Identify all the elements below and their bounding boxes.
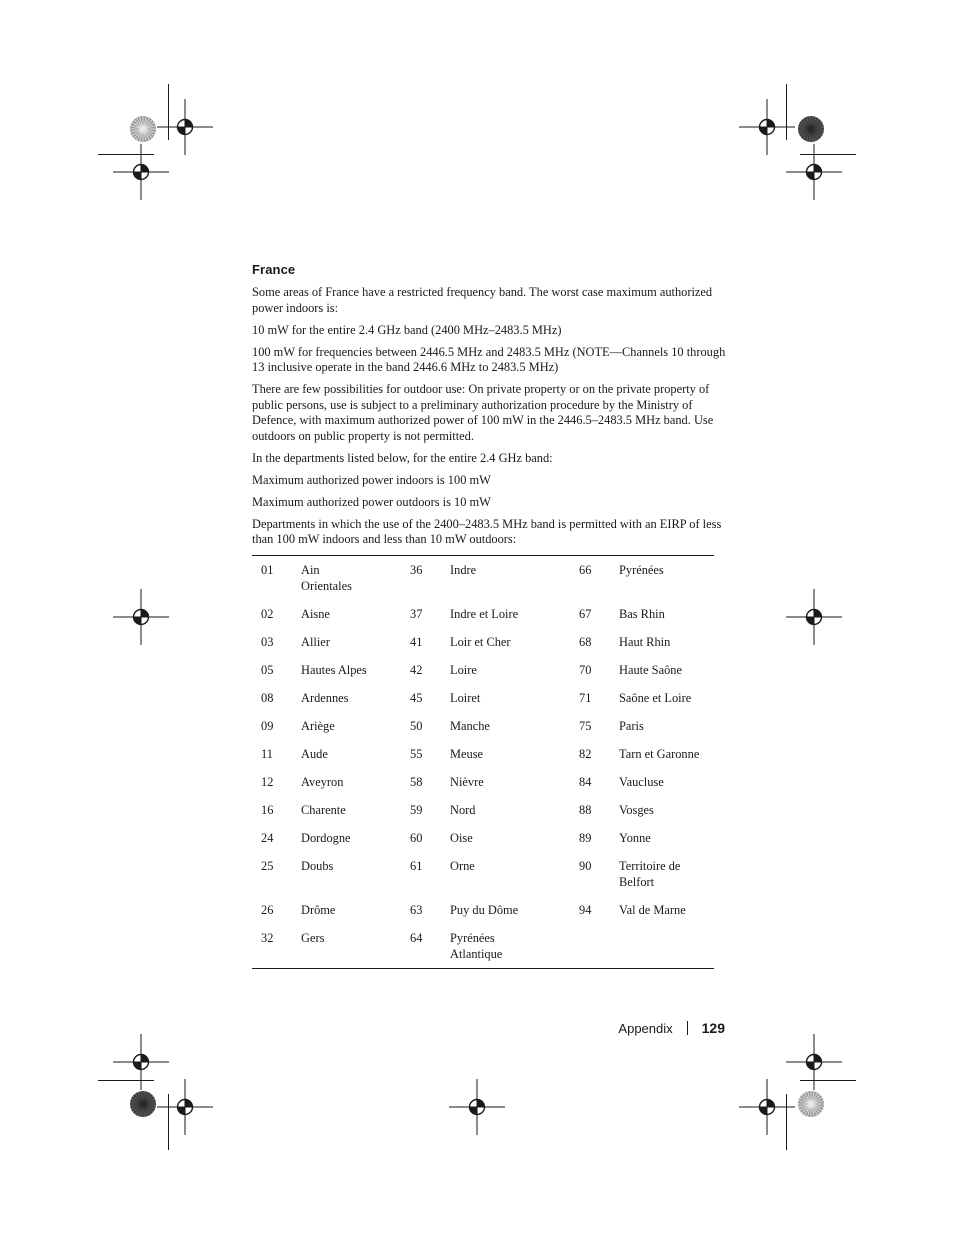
department-code: 70: [579, 663, 592, 677]
department-name: Puy du Dôme: [450, 903, 519, 917]
color-starburst-icon: [129, 115, 157, 143]
department-code: 55: [410, 747, 423, 761]
paragraph-outdoor-power: Maximum authorized power outdoors is 10 mW: [252, 494, 491, 509]
department-code: 67: [579, 607, 592, 621]
department-code: 90: [579, 859, 592, 873]
registration-crosshair-icon: [113, 589, 169, 645]
footer-section-label: Appendix: [618, 1020, 673, 1036]
department-code: [570, 924, 619, 968]
department-name: Pyrénées: [619, 563, 664, 577]
department-code: 63: [410, 903, 423, 917]
registration-crosshair-icon: [449, 1079, 505, 1135]
table-row: [252, 600, 714, 628]
department-name: Ardennes: [301, 691, 349, 705]
department-code: 32: [261, 931, 274, 945]
department-code: 11: [261, 747, 273, 761]
crop-line: [98, 1080, 154, 1081]
department-name: Oise: [450, 831, 473, 845]
department-code: 84: [579, 775, 592, 789]
department-name: Nord: [450, 803, 476, 817]
department-name: Gers: [301, 931, 325, 945]
department-name: Aisne: [301, 607, 330, 621]
department-code: 75: [579, 719, 592, 733]
department-code: 61: [410, 859, 423, 873]
table-row: [252, 556, 714, 600]
table-row: [252, 628, 714, 656]
registration-crosshair-icon: [786, 144, 842, 200]
department-code: 36: [410, 563, 423, 577]
department-code: 88: [579, 803, 592, 817]
department-code: 01: [261, 563, 274, 577]
paragraph-100mw: 100 mW for frequencies between 2446.5 MHz and 2483.5 MHz (NOTE—Channels 10 through 13 inclusive operate in the band 2446.6 MHz to 2483.5 MHz): [252, 344, 726, 374]
department-code: 26: [261, 903, 274, 917]
paragraph-indoor-power: Maximum authorized power indoors is 100 mW: [252, 472, 491, 487]
department-code: 41: [410, 635, 423, 649]
department-code: 25: [261, 859, 274, 873]
department-code: 89: [579, 831, 592, 845]
department-name: Charente: [301, 803, 346, 817]
department-name: Nièvre: [450, 775, 484, 789]
department-code: 12: [261, 775, 274, 789]
crop-line: [168, 84, 169, 140]
registration-crosshair-icon: [113, 144, 169, 200]
section-body: [252, 285, 727, 548]
department-code: 45: [410, 691, 423, 705]
department-name: Loir et Cher: [450, 635, 511, 649]
department-name: Aude: [301, 747, 328, 761]
table-row: [252, 740, 714, 768]
department-code: 59: [410, 803, 423, 817]
france-section: [252, 262, 727, 554]
department-code: 94: [579, 903, 592, 917]
department-code: 02: [261, 607, 274, 621]
table-row: [252, 924, 714, 968]
department-name: Ain Orientales: [301, 563, 352, 593]
department-name: Haut Rhin: [619, 635, 671, 649]
crop-line: [800, 154, 856, 155]
department-code: 71: [579, 691, 592, 705]
department-name: Saône et Loire: [619, 691, 692, 705]
department-name: Paris: [619, 719, 644, 733]
table-row: [252, 852, 714, 896]
department-name: Meuse: [450, 747, 484, 761]
table-row: [252, 712, 714, 740]
table-row: [252, 768, 714, 796]
department-name: Allier: [301, 635, 330, 649]
department-code: 16: [261, 803, 274, 817]
department-name: Drôme: [301, 903, 336, 917]
paragraph-intro: Some areas of France have a restricted frequency band. The worst case maximum authorized power indoors is:: [252, 285, 713, 315]
department-name: Loire: [450, 663, 477, 677]
department-name: Vosges: [619, 803, 654, 817]
department-name: Hautes Alpes: [301, 663, 367, 677]
page-number: 129: [701, 1020, 725, 1036]
department-code: 50: [410, 719, 423, 733]
page-footer: [618, 1020, 725, 1036]
table-row: [252, 656, 714, 684]
department-code: 03: [261, 635, 274, 649]
table-row: [252, 796, 714, 824]
department-name: [619, 924, 714, 968]
department-code: 58: [410, 775, 423, 789]
department-name: Yonne: [619, 831, 651, 845]
department-name: Val de Marne: [619, 903, 686, 917]
department-name: Vaucluse: [619, 775, 664, 789]
department-code: 37: [410, 607, 423, 621]
department-name: Aveyron: [301, 775, 344, 789]
department-code: 09: [261, 719, 274, 733]
footer-divider: [687, 1021, 688, 1035]
color-starburst-icon: [797, 115, 825, 143]
crop-line: [786, 84, 787, 140]
department-name: Loiret: [450, 691, 481, 705]
crop-line: [168, 1094, 169, 1150]
department-code: 42: [410, 663, 423, 677]
table-row: [252, 824, 714, 852]
department-code: 24: [261, 831, 274, 845]
color-starburst-icon: [129, 1090, 157, 1118]
section-heading: France: [252, 262, 296, 277]
paragraph-10mw: 10 mW for the entire 2.4 GHz band (2400 MHz–2483.5 MHz): [252, 322, 562, 337]
department-code: 08: [261, 691, 274, 705]
table-row: [252, 684, 714, 712]
paragraph-departments-intro: In the departments listed below, for the entire 2.4 GHz band:: [252, 450, 553, 465]
registration-crosshair-icon: [786, 589, 842, 645]
table-row: [252, 896, 714, 924]
crop-line: [800, 1080, 856, 1081]
crop-line: [98, 154, 154, 155]
departments-table-body: [252, 556, 714, 968]
department-code: 82: [579, 747, 592, 761]
department-code: 68: [579, 635, 592, 649]
color-starburst-icon: [797, 1090, 825, 1118]
crop-line: [786, 1094, 787, 1150]
department-name: Territoire de Belfort: [619, 859, 681, 889]
department-name: Manche: [450, 719, 490, 733]
department-code: 66: [579, 563, 592, 577]
department-name: Ariège: [301, 719, 335, 733]
department-name: Haute Saône: [619, 663, 682, 677]
departments-table: [252, 555, 714, 969]
department-name: Dordogne: [301, 831, 351, 845]
department-code: 60: [410, 831, 423, 845]
department-name: Indre: [450, 563, 477, 577]
paragraph-outdoor: There are few possibilities for outdoor use: On private property or on the private property of public persons, use is subject to a preliminary authorization procedure by the Ministry of Defence, with maximum authorized power of 100 mW in the 2446.5–2483.5 MHz band. Use outdoors on public property is not permitted.: [252, 382, 714, 443]
department-name: Tarn et Garonne: [619, 747, 700, 761]
department-name: Doubs: [301, 859, 334, 873]
department-name: Orne: [450, 859, 475, 873]
registration-crosshair-icon: [157, 1079, 213, 1135]
department-code: 64: [410, 931, 423, 945]
department-name: Bas Rhin: [619, 607, 665, 621]
department-name: Indre et Loire: [450, 607, 519, 621]
department-name: Pyrénées Atlantique: [450, 931, 503, 961]
paragraph-eirp: Departments in which the use of the 2400–2483.5 MHz band is permitted with an EIRP of less than 100 mW indoors and less than 10 mW outdoors:: [252, 516, 722, 546]
department-code: 05: [261, 663, 274, 677]
